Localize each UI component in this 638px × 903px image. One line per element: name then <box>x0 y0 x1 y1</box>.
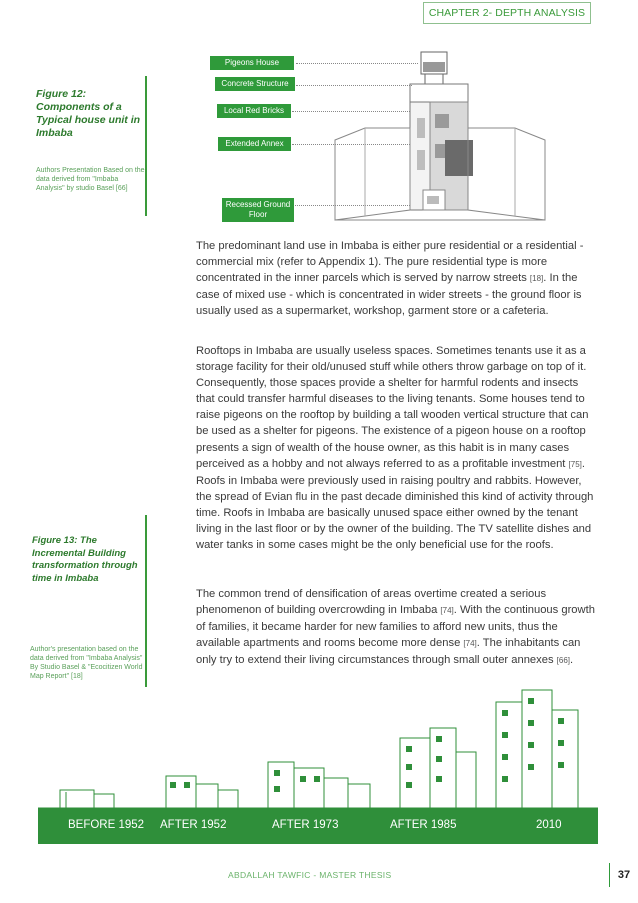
reference-66: [66] <box>556 656 571 666</box>
timeline-bar <box>38 808 598 844</box>
timeline-before-1952: BEFORE 1952 <box>68 819 145 831</box>
page-number: 37 <box>609 863 638 887</box>
paragraph-land-use <box>196 238 596 319</box>
label-pigeons-house: Pigeons House <box>210 56 294 70</box>
figure-13-title: Figure 13: The Incremental Building transformation through time in Imbaba <box>32 535 138 584</box>
text-run: . Roofs in Imbaba were previously used in raising poultry and rabbits. However, the spread of Evian flu in the past decade diminished this kind of activity through time. Roofs in Imbaba are basically unused space either owned by the tenant living in the last floor or by the owner of the building. The TV satellite dishes and water tanks in some cases might be the only beneficial use for the roofs. <box>196 457 594 552</box>
text-run: . In the case of mixed use - which is concentrated in wider streets - the ground floor is usually used as a supermarket, workshop, garment store or a cafeteria. <box>196 272 582 318</box>
figure-12-accent-bar <box>145 76 147 216</box>
reference-74: [74] <box>440 606 454 616</box>
text-run: Rooftops in Imbaba are usually useless spaces. Sometimes tenants use it as a storage facility for their old/unused stuff while others throw garbage on top of it. Consequently, those spaces provide a shelter for harmful rodents and insects that could transfer harmful diseases to the living tenants. Some houses tend to raise pigeons on the rooftop by building a tall wooden vertical structure that can be used as a shelter for pigeons. The existence of a pigeon house on a rooftop presents a sign of wealth of the house owner, as this habit is in many cases perceived as a hobby and not always referred to as a profitable investment <box>196 345 589 470</box>
text-run: . The inhabitants can only try to extend their living circumstances through small outer annexes <box>196 637 581 667</box>
house-unit-illustration <box>295 40 555 230</box>
timeline-2010: 2010 <box>536 819 562 831</box>
label-local-red-bricks: Local Red Bricks <box>217 104 291 118</box>
figure-13-accent-bar <box>145 515 147 687</box>
reference-74: [74] <box>463 639 477 649</box>
figure-12-source: Authors Presentation Based on the data derived from "Imbaba Analysis" by studio Basel [66] <box>36 167 145 192</box>
label-recessed-ground-floor: Recessed Ground Floor <box>222 198 294 222</box>
figure-13-source: Author's presentation based on the data derived from "Imbaba Analysis" By Studio Basel & "Ecocitizen World Map Report" [18] <box>30 646 143 680</box>
figure-12-title: Figure 12: Components of a Typical house unit in Imbaba <box>36 88 141 139</box>
text-run: The predominant land use in Imbaba is either pure residential or a residential - commercial mix (refer to Appendix 1). The pure residential type is more concentrated in the inner parcels which is served by narrow streets <box>196 240 584 285</box>
reference-18: [18] <box>529 274 544 284</box>
label-extended-annex: Extended Annex <box>218 137 291 151</box>
chapter-header: CHAPTER 2- DEPTH ANALYSIS <box>423 2 591 24</box>
paragraph-rooftops <box>196 343 596 553</box>
timeline-after-1985: AFTER 1985 <box>390 819 457 831</box>
text-run: The common trend of densification of areas overtime created a serious phenomenon of building overcrowding in Imbaba <box>196 588 547 617</box>
footer-author: ABDALLAH TAWFIC - MASTER THESIS <box>228 870 392 880</box>
text-run: . <box>570 654 574 667</box>
paragraph-densification <box>196 586 596 669</box>
text-run: . With the continuous growth of families, it became harder for new families to afford new units, thus the available apartments and rooms become more dense <box>196 604 595 650</box>
incremental-buildings-illustration <box>38 680 598 810</box>
timeline-after-1973: AFTER 1973 <box>272 819 339 831</box>
reference-75: [75] <box>568 459 582 469</box>
label-concrete-structure: Concrete Structure <box>215 77 295 91</box>
timeline-after-1952: AFTER 1952 <box>160 819 227 831</box>
